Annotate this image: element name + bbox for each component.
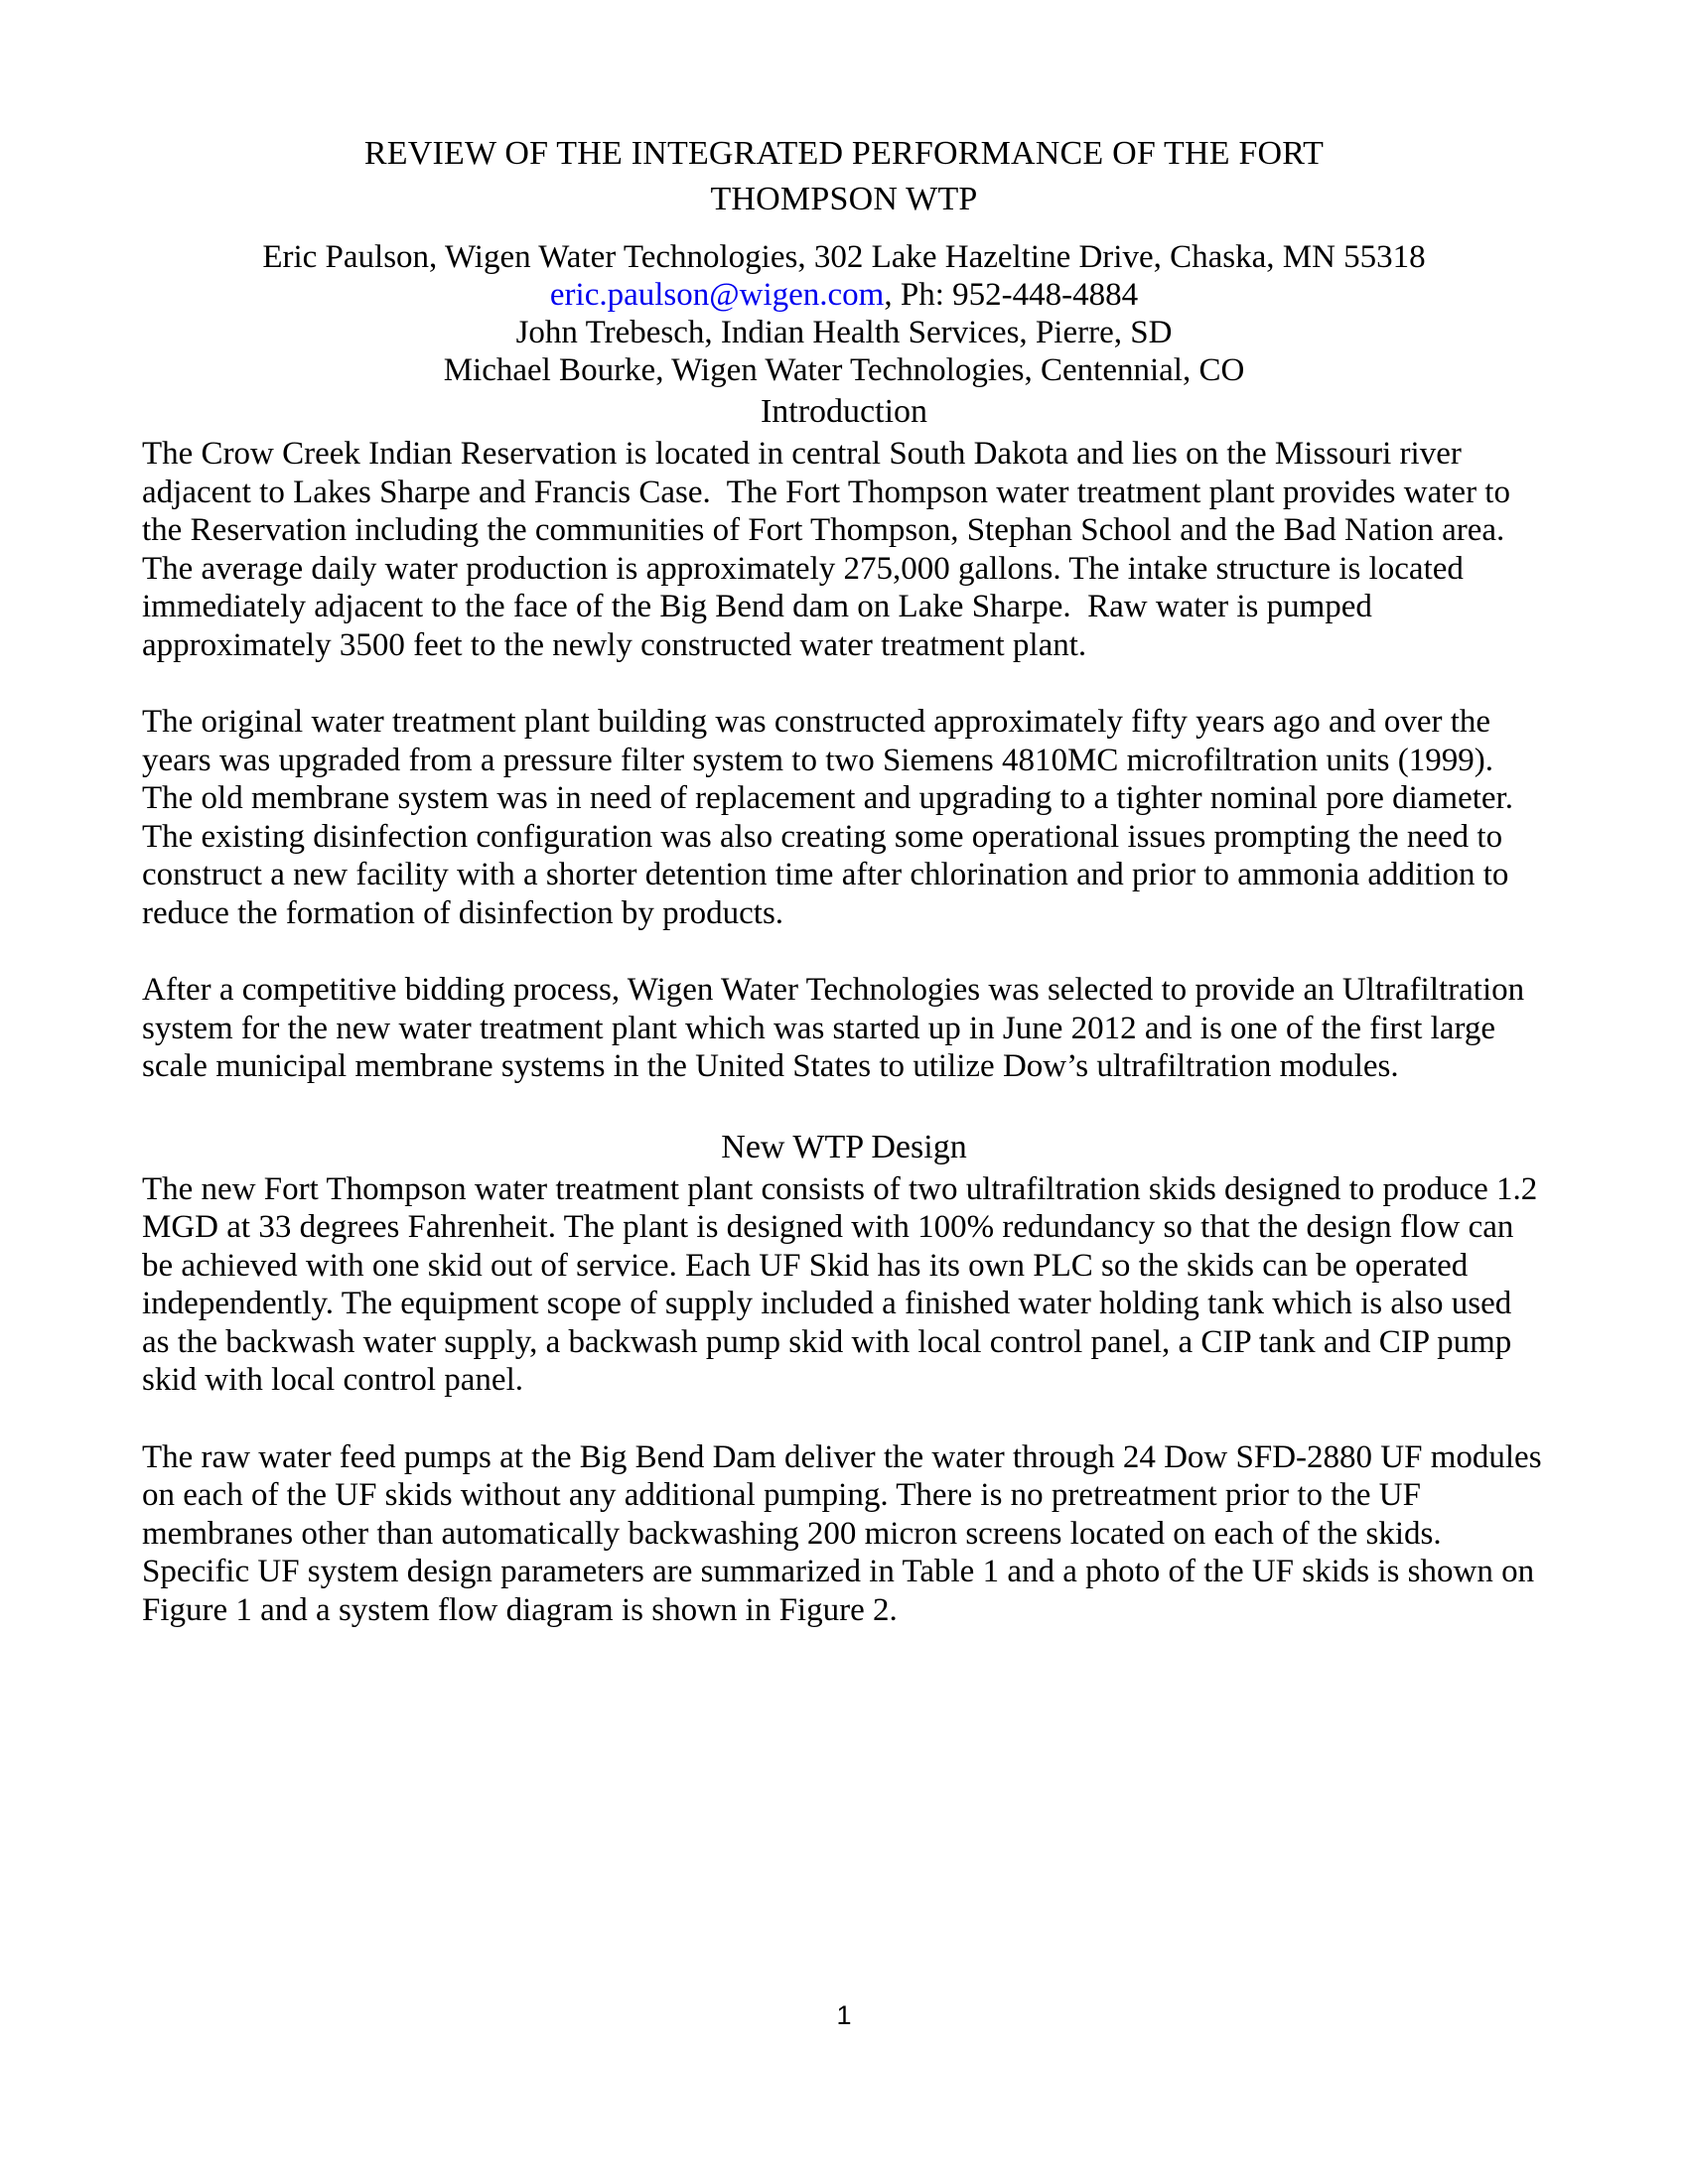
phone-text: , Ph: 952-448-4884 — [884, 277, 1139, 313]
author-block — [142, 238, 1546, 389]
paragraph-design-1: The new Fort Thompson water treatment plant consists of two ultrafiltration skids designed to produce 1.2 MGD at 33 degrees Fahrenheit. The plant is designed with 100% redundancy so that the design flow can be achieved with one skid out of service. Each UF Skid has its own PLC so the skids can be operated independently. The equipment scope of supply included a finished water holding tank which is also used as the backwash water supply, a backwash pump skid with local control panel, a CIP tank and CIP pump skid with local control panel. — [142, 1170, 1546, 1398]
paper-title-line-1: REVIEW OF THE INTEGRATED PERFORMANCE OF THE FORT — [363, 135, 1325, 172]
paragraph-intro-1: The Crow Creek Indian Reservation is located in central South Dakota and lies on the Missouri river adjacent to Lakes Sharpe and Francis Case. The Fort Thompson water treatment plant provides water to the Reservation including the communities of Fort Thompson, Stephan School and the Bad Nation area. The average daily water production is approximately 275,000 gallons. The intake structure is located immediately adjacent to the face of the Big Bend dam on Lake Sharpe. Raw water is pumped approximately 3500 feet to the newly constructed water treatment plant. — [142, 436, 1519, 663]
author-line-2: John Trebesch, Indian Health Services, Pierre, SD — [515, 315, 1173, 350]
contact-line — [142, 276, 1546, 314]
page-footer — [0, 2000, 1688, 2031]
author-line-3: Michael Bourke, Wigen Water Technologies, Centennial, CO — [443, 352, 1245, 388]
paragraph-design-2: The raw water feed pumps at the Big Bend Dam deliver the water through 24 Dow SFD-2880 UF modules on each of the UF skids without any additional pumping. There is no pretreatment prior to the UF membranes other than automatically backwashing 200 micron screens located on each of the skids. Specific UF system design parameters are summarized in Table 1 and a photo of the UF skids is shown on Figure 1 and a system flow diagram is shown in Figure 2. — [142, 1438, 1550, 1628]
page-number: 1 — [836, 2000, 852, 2030]
paragraph-intro-2: The original water treatment plant building was constructed approximately fifty years ago and over the years was upgraded from a pressure filter system to two Siemens 4810MC microfiltration units (1999). The old membrane system was in need of replacement and upgrading to a tighter nominal pore diameter. The existing disinfection configuration was also creating some operational issues prompting the need to construct a new facility with a shorter detention time after chlorination and prior to ammonia addition to reduce the formation of disinfection by products. — [142, 704, 1521, 931]
paper-title — [142, 131, 1546, 222]
paragraph-intro-3: After a competitive bidding process, Wigen Water Technologies was selected to provide an Ultrafiltration system for the new water treatment plant which was started up in June 2012 and is one of the first large scale municipal membrane systems in the United States to utilize Dow’s ultrafiltration modules. — [142, 972, 1533, 1084]
author-line-1: Eric Paulson, Wigen Water Technologies, 302 Lake Hazeltine Drive, Chaska, MN 55318 — [262, 239, 1426, 275]
section-heading-introduction: Introduction — [760, 393, 928, 430]
email-link[interactable]: eric.paulson@wigen.com — [549, 277, 885, 313]
paper-title-line-2: THOMPSON WTP — [710, 181, 978, 217]
section-heading-new-wtp-design: New WTP Design — [721, 1128, 967, 1165]
